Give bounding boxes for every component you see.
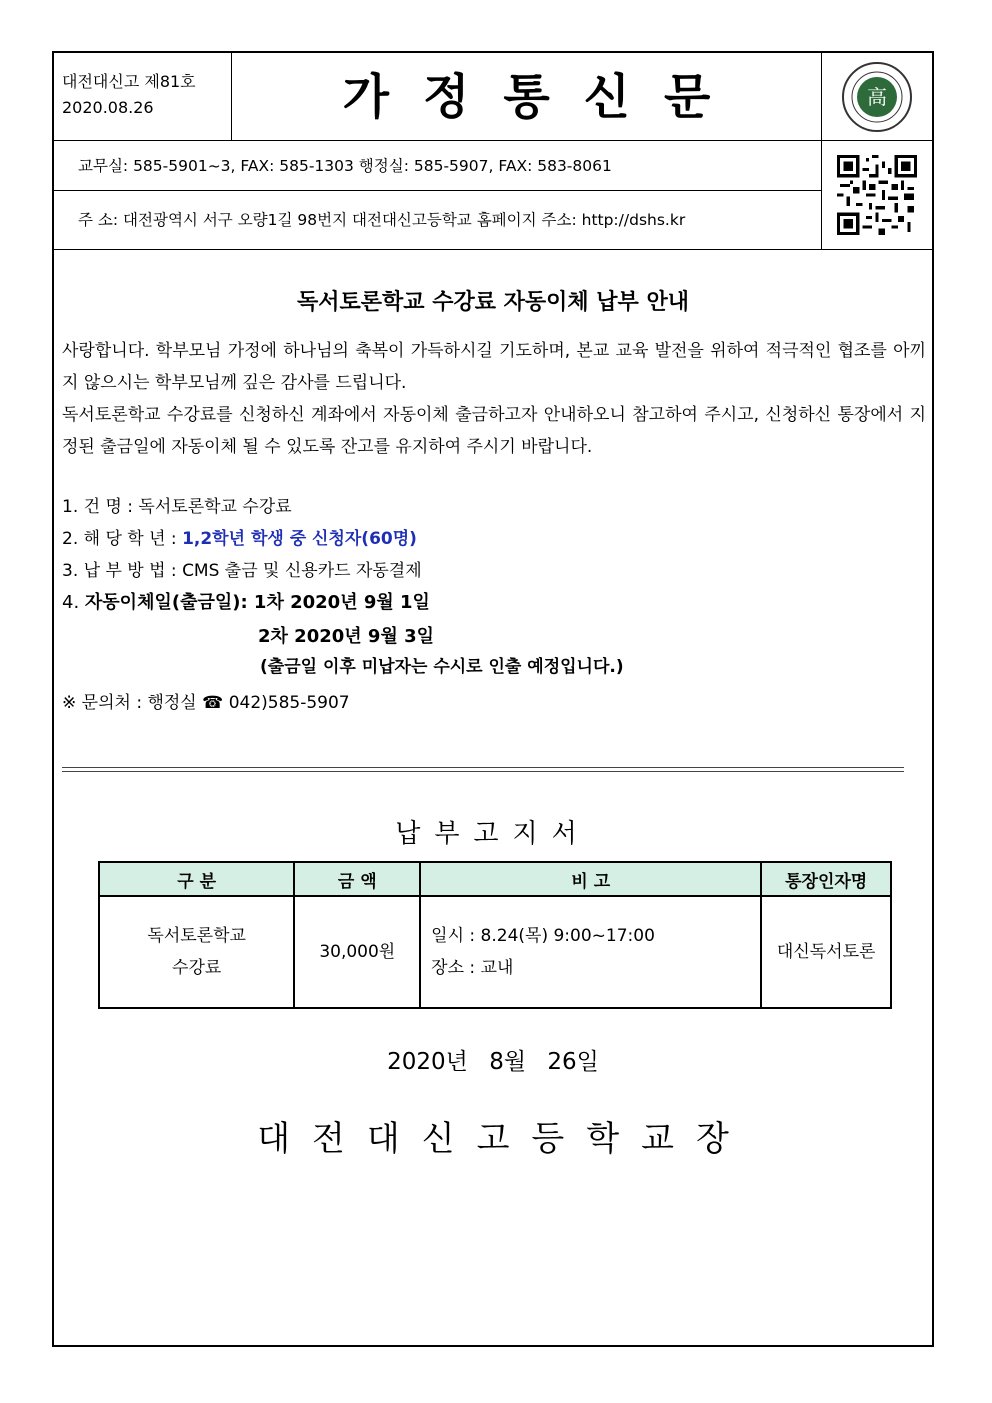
item-payment-method-value: CMS 출금 및 신용카드 자동결제: [182, 561, 422, 581]
contact-line: 교무실: 585-5901~3, FAX: 585-1303 행정실: 585-5907, FAX: 583-8061: [54, 141, 822, 191]
logo-glyph: 高: [867, 84, 887, 109]
principal-signature: 대전대신고등학교장: [257, 1119, 751, 1159]
payment-notice-title: 납부고지서: [395, 819, 591, 849]
col-category: 구 분: [99, 862, 294, 896]
item-payment-method-label: 3. 납 부 방 법 :: [62, 561, 183, 581]
address-line: 주 소: 대전광역시 서구 오량1길 98번지 대전대신고등학교 홈페이지 주소: http://dshs.kr: [54, 191, 822, 249]
qr-code[interactable]: [822, 141, 932, 249]
issue-info: [54, 53, 232, 141]
item-payment-method: [62, 555, 422, 587]
item-grade-label: 2. 해 당 학 년 :: [62, 529, 183, 549]
issue-number: 대전대신고 제81호: [62, 72, 196, 91]
issue-date-footer: 2020년 8월 26일: [387, 1049, 599, 1075]
page-title: 가정통신문: [232, 53, 822, 141]
category-line2: 수강료: [172, 958, 222, 978]
letterhead-divider: [54, 249, 932, 250]
item-debit-date-value: 자동이체일(출금일): 1차 2020년 9월 1일: [84, 592, 430, 613]
item-debit-date: [62, 587, 430, 619]
greeting-paragraph: 사랑합니다. 학부모님 가정에 하나님의 축복이 가득하시길 기도하며, 본교 교육 발전을 위하여 적극적인 협조를 아끼지 않으시는 학부모님께 깊은 감사를 드립니다.: [62, 341, 926, 393]
col-account-name: 통장인자명: [761, 862, 891, 896]
item-debit-date-label: 4.: [62, 592, 85, 613]
fee-table-header: [99, 862, 891, 896]
col-amount: 금 액: [294, 862, 420, 896]
qr-code-icon: [837, 155, 917, 235]
col-note: 비 고: [420, 862, 761, 896]
document-frame: [52, 51, 934, 1347]
cell-account-name: 대신독서토론: [761, 896, 891, 1008]
note-line1: 일시 : 8.24(목) 9:00~17:00: [431, 926, 655, 946]
note-line2: 장소 : 교내: [431, 958, 514, 978]
item-subject-value: 독서토론학교 수강료: [138, 497, 292, 517]
item-debit-date-note: (출금일 이후 미납자는 수시로 인출 예정입니다.): [260, 657, 624, 677]
fee-table: [98, 861, 892, 1009]
cell-amount: 30,000원: [294, 896, 420, 1008]
school-seal-icon: [841, 61, 913, 133]
cell-note: [420, 896, 761, 1008]
category-line1: 독서토론학교: [147, 926, 246, 946]
contact-note: ※ 문의처 : 행정실 ☎ 042)585-5907: [62, 693, 350, 713]
table-row: [99, 896, 891, 1008]
notice-heading: 독서토론학교 수강료 자동이체 납부 안내: [297, 290, 689, 315]
item-subject: [62, 491, 292, 523]
item-grade-value: 1,2학년 학생 중 신청자(60명): [182, 529, 417, 549]
instruction-paragraph: 독서토론학교 수강료를 신청하신 계좌에서 자동이체 출금하고자 안내하오니 참고하여 주시고, 신청하신 통장에서 지정된 출금일에 자동이체 될 수 있도록 잔고를 유지하여 주시기 바랍니다.: [62, 405, 926, 457]
item-grade: [62, 523, 417, 555]
letterhead: [54, 53, 932, 249]
cell-category: [99, 896, 294, 1008]
issue-date: 2020.08.26: [62, 98, 154, 117]
school-logo: [822, 53, 932, 141]
item-subject-label: 1. 건 명 :: [62, 497, 139, 517]
item-debit-date-second: 2차 2020년 9월 3일: [258, 626, 435, 647]
section-separator: [62, 767, 904, 772]
